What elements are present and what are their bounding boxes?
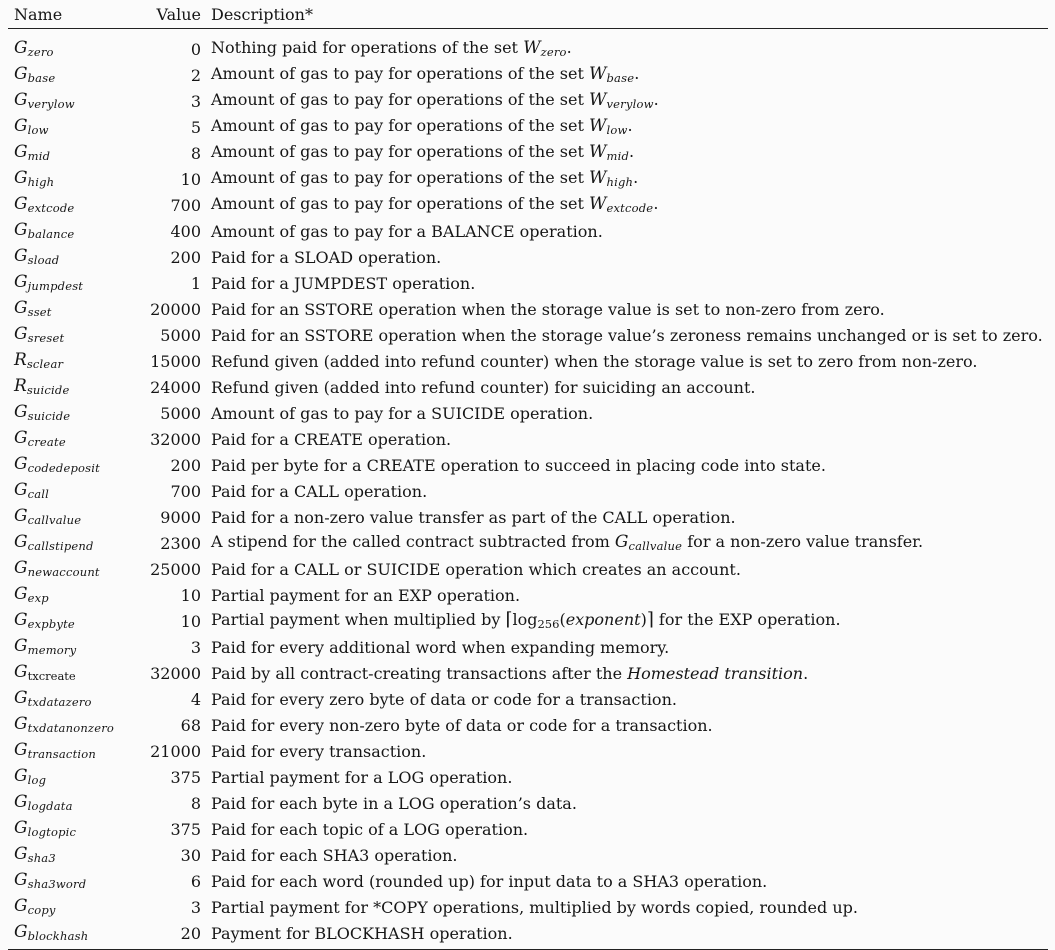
description-text: Paid for a SLOAD operation.: [211, 248, 442, 267]
table-row: [8, 219, 1048, 245]
table-row: [8, 635, 1048, 661]
fee-symbol-subscript: base: [27, 71, 56, 85]
description-text: A stipend for the called contract subtracted from: [211, 532, 615, 551]
fee-description: [211, 557, 1048, 583]
table-row: [8, 609, 1048, 635]
table-row: [8, 349, 1048, 375]
fee-value: 400: [170, 222, 201, 241]
fee-symbol: [8, 687, 141, 713]
fee-value: 1: [190, 274, 201, 293]
description-end: for the EXP operation.: [653, 610, 841, 629]
fee-value: 10: [180, 586, 201, 605]
fee-symbol-subscript: blockhash: [27, 929, 89, 943]
fee-description: [211, 921, 1048, 950]
fee-symbol: [8, 921, 141, 950]
fee-symbol: [8, 791, 141, 817]
fee-symbol-subscript: sclear: [26, 357, 64, 371]
table-row: [8, 401, 1048, 427]
table-row: [8, 479, 1048, 505]
fee-symbol: [8, 843, 141, 869]
gas-fee-table: [8, 4, 1048, 950]
fee-symbol: [8, 297, 141, 323]
fee-symbol: [8, 141, 141, 167]
header-row: [8, 4, 1048, 29]
fee-description: [211, 29, 1048, 64]
fee-description: [211, 869, 1048, 895]
description-column-header: Description*: [211, 4, 1048, 29]
fee-description: [211, 427, 1048, 453]
fee-description: [211, 531, 1048, 557]
table-row: [8, 115, 1048, 141]
fee-value: 15000: [150, 352, 201, 371]
fee-symbol-letter: G: [14, 480, 28, 500]
paren-open: (: [559, 610, 566, 629]
table-row: [8, 791, 1048, 817]
table-body: [8, 29, 1048, 950]
fee-description: [211, 843, 1048, 869]
description-text: Paid for every additional word when expanding memory.: [211, 638, 670, 657]
fee-symbol-letter: G: [14, 558, 28, 578]
fee-description: [211, 271, 1048, 297]
fee-symbol: [8, 479, 141, 505]
fee-symbol-letter: G: [14, 740, 28, 760]
fee-symbol-subscript: newaccount: [27, 565, 100, 579]
fee-symbol: [8, 245, 141, 271]
description-text: Amount of gas to pay for operations of the set: [211, 142, 589, 161]
fee-symbol: [8, 713, 141, 739]
fee-description: [211, 791, 1048, 817]
log-argument: exponent: [565, 610, 641, 629]
fee-value: 8: [190, 144, 201, 163]
set-symbol: W: [588, 168, 607, 188]
fee-description: [211, 661, 1048, 687]
description-text: Paid for a CALL operation.: [211, 482, 428, 501]
fee-symbol: [8, 349, 141, 375]
fee-symbol-subscript: mid: [27, 149, 51, 163]
fee-description: [211, 401, 1048, 427]
fee-value: 200: [170, 248, 201, 267]
table-row: [8, 739, 1048, 765]
fee-symbol-subscript: sha3word: [27, 877, 87, 891]
description-text: Nothing paid for operations of the set: [211, 38, 524, 57]
table-row: [8, 921, 1048, 950]
description-text: Paid for each topic of a LOG operation.: [211, 820, 529, 839]
fee-symbol-subscript: sset: [27, 305, 52, 319]
log-function: log: [512, 610, 538, 629]
fee-symbol: [8, 505, 141, 531]
table-row: [8, 427, 1048, 453]
fee-symbol-subscript: txdatanonzero: [27, 721, 115, 735]
fee-value: 10: [180, 612, 201, 631]
fee-symbol-subscript: jumpdest: [27, 279, 84, 293]
table-row: [8, 817, 1048, 843]
table-header: [8, 4, 1048, 29]
table-row: [8, 453, 1048, 479]
table-row: [8, 531, 1048, 557]
fee-description: [211, 713, 1048, 739]
set-symbol: W: [588, 116, 607, 136]
fee-value: 32000: [150, 430, 201, 449]
fee-symbol: [8, 63, 141, 89]
description-text: Amount of gas to pay for operations of the set: [211, 64, 589, 83]
fee-symbol: [8, 427, 141, 453]
fee-symbol: [8, 583, 141, 609]
fee-description: [211, 687, 1048, 713]
table-row: [8, 89, 1048, 115]
table-row: [8, 687, 1048, 713]
description-end: .: [627, 116, 633, 135]
paren-close: ): [640, 610, 647, 629]
set-subscript: extcode: [606, 201, 654, 215]
description-text: Paid for a JUMPDEST operation.: [211, 274, 476, 293]
fee-symbol-subscript: copy: [27, 903, 56, 917]
fee-symbol-letter: G: [14, 168, 28, 188]
fee-value: 700: [170, 196, 201, 215]
fee-description: [211, 583, 1048, 609]
fee-description: [211, 349, 1048, 375]
set-subscript: low: [606, 123, 628, 137]
fee-description: [211, 739, 1048, 765]
fee-symbol: [8, 661, 141, 687]
fee-symbol-subscript: transaction: [27, 747, 97, 761]
fee-symbol-letter: G: [14, 246, 28, 266]
description-text: Paid by all contract-creating transactions after the: [211, 664, 628, 683]
description-end: .: [803, 664, 809, 683]
set-subscript: zero: [540, 45, 567, 59]
description-text: Paid for an SSTORE operation when the storage value is set to non-zero from zero.: [211, 300, 885, 319]
fee-symbol: [8, 635, 141, 661]
fee-symbol-subscript: verylow: [27, 97, 75, 111]
fee-symbol-letter: G: [14, 818, 28, 838]
fee-description: [211, 765, 1048, 791]
table-row: [8, 583, 1048, 609]
fee-symbol: [8, 219, 141, 245]
table-row: [8, 29, 1048, 64]
table-row: [8, 323, 1048, 349]
fee-value: 200: [170, 456, 201, 475]
description-end: .: [634, 64, 640, 83]
fee-symbol-subscript: create: [27, 435, 66, 449]
fee-symbol: [8, 869, 141, 895]
description-end: .: [633, 168, 639, 187]
fee-symbol-letter: R: [14, 350, 27, 370]
description-text: Paid for every transaction.: [211, 742, 427, 761]
table-row: [8, 245, 1048, 271]
fee-symbol-letter: G: [14, 714, 28, 734]
table-row: [8, 297, 1048, 323]
fee-value: 24000: [150, 378, 201, 397]
table-row: [8, 713, 1048, 739]
fee-description: [211, 375, 1048, 401]
fee-symbol-subscript: callvalue: [27, 513, 82, 527]
fee-description: [211, 245, 1048, 271]
fee-symbol-subscript: call: [27, 487, 50, 501]
fee-symbol-subscript: exp: [27, 591, 49, 605]
table-row: [8, 271, 1048, 297]
fee-symbol: [8, 739, 141, 765]
fee-symbol-subscript: extcode: [27, 201, 75, 215]
fee-description: [211, 635, 1048, 661]
fee-symbol-letter: G: [14, 194, 28, 214]
set-symbol: W: [588, 194, 607, 214]
reference-symbol: G: [614, 532, 629, 552]
fee-value: 21000: [150, 742, 201, 761]
fee-description: [211, 453, 1048, 479]
fee-symbol-letter: G: [14, 844, 28, 864]
fee-symbol-subscript: balance: [27, 227, 75, 241]
name-column-header: Name: [8, 4, 141, 29]
fee-symbol-letter: R: [14, 376, 27, 396]
fee-symbol-subscript: suicide: [27, 409, 71, 423]
description-text: Paid for a CREATE operation.: [211, 430, 452, 449]
reference-subscript: callvalue: [628, 539, 683, 553]
fee-symbol-letter: G: [14, 220, 28, 240]
table-row: [8, 193, 1048, 219]
fee-description: [211, 297, 1048, 323]
fee-description: [211, 479, 1048, 505]
fee-symbol-subscript: memory: [27, 643, 77, 657]
fee-value: 0: [190, 40, 201, 59]
fee-value: 9000: [160, 508, 201, 527]
description-end: .: [653, 194, 659, 213]
table-row: [8, 141, 1048, 167]
set-subscript: high: [606, 175, 634, 189]
fee-symbol: [8, 271, 141, 297]
fee-value: 6: [190, 872, 201, 891]
fee-symbol: [8, 375, 141, 401]
fee-description: [211, 141, 1048, 167]
fee-symbol-subscript: codedeposit: [27, 461, 100, 475]
fee-value: 5000: [160, 326, 201, 345]
fee-symbol-subscript: low: [27, 123, 49, 137]
fee-value: 2300: [160, 534, 201, 553]
fee-symbol: [8, 817, 141, 843]
fee-symbol-letter: G: [14, 38, 28, 58]
fee-symbol: [8, 401, 141, 427]
fee-value: 20: [180, 924, 201, 943]
emphasis-text: Homestead transition: [627, 664, 804, 683]
description-end: .: [653, 90, 659, 109]
description-text: Partial payment for an EXP operation.: [211, 586, 521, 605]
set-subscript: base: [606, 71, 635, 85]
description-text: Paid for each word (rounded up) for input data to a SHA3 operation.: [211, 872, 768, 891]
fee-value: 5000: [160, 404, 201, 423]
description-text: Partial payment for a LOG operation.: [211, 768, 513, 787]
fee-symbol-letter: G: [14, 584, 28, 604]
description-text: Paid for a CALL or SUICIDE operation which creates an account.: [211, 560, 741, 579]
fee-symbol-subscript: zero: [27, 45, 54, 59]
fee-symbol-subscript: sload: [27, 253, 60, 267]
fee-symbol: [8, 193, 141, 219]
description-text: Refund given (added into refund counter) for suiciding an account.: [211, 378, 756, 397]
fee-symbol-letter: G: [14, 636, 28, 656]
description-end: .: [566, 38, 572, 57]
fee-value: 20000: [150, 300, 201, 319]
table-row: [8, 167, 1048, 193]
fee-symbol: [8, 453, 141, 479]
fee-value: 30: [180, 846, 201, 865]
table-row: [8, 63, 1048, 89]
fee-symbol-letter: G: [14, 870, 28, 890]
fee-symbol: [8, 609, 141, 635]
fee-symbol-letter: G: [14, 662, 28, 682]
description-text: Amount of gas to pay for operations of the set: [211, 168, 589, 187]
fee-description: [211, 505, 1048, 531]
description-end: .: [629, 142, 635, 161]
fee-symbol-letter: G: [14, 64, 28, 84]
set-symbol: W: [588, 142, 607, 162]
fee-symbol-subscript: callstipend: [27, 539, 94, 553]
fee-symbol-subscript: log: [27, 773, 47, 787]
fee-symbol: [8, 531, 141, 557]
fee-symbol-letter: G: [14, 766, 28, 786]
fee-symbol: [8, 89, 141, 115]
fee-symbol-letter: G: [14, 506, 28, 526]
fee-symbol-subscript: sha3: [27, 851, 56, 865]
description-text: Paid for every zero byte of data or code for a transaction.: [211, 690, 677, 709]
fee-symbol-letter: G: [14, 402, 28, 422]
table-row: [8, 557, 1048, 583]
fee-description: [211, 323, 1048, 349]
fee-symbol-letter: G: [14, 90, 28, 110]
fee-description: [211, 895, 1048, 921]
log-base: 256: [537, 617, 560, 631]
fee-symbol-letter: G: [14, 922, 28, 942]
table-row: [8, 661, 1048, 687]
ceiling-open: ⌈: [505, 609, 513, 630]
fee-symbol-letter: G: [14, 428, 28, 448]
description-text: Amount of gas to pay for operations of the set: [211, 194, 589, 213]
description-text: Partial payment when multiplied by: [211, 610, 506, 629]
description-text: Paid for an SSTORE operation when the storage value’s zeroness remains unchanged or is set to zero.: [211, 326, 1043, 345]
fee-value: 3: [190, 898, 201, 917]
fee-symbol-subscript: suicide: [26, 383, 70, 397]
description-text: Amount of gas to pay for a SUICIDE operation.: [211, 404, 594, 423]
fee-description: [211, 63, 1048, 89]
fee-value: 32000: [150, 664, 201, 683]
fee-description: [211, 219, 1048, 245]
value-column-header: Value: [141, 4, 211, 29]
fee-value: 25000: [150, 560, 201, 579]
fee-value: 4: [190, 690, 201, 709]
description-text: Amount of gas to pay for operations of the set: [211, 116, 589, 135]
fee-value: 68: [180, 716, 201, 735]
fee-symbol-subscript: logdata: [27, 799, 73, 813]
set-subscript: mid: [606, 149, 630, 163]
description-end: for a non-zero value transfer.: [682, 532, 924, 551]
fee-value: 5: [190, 118, 201, 137]
set-symbol: W: [588, 64, 607, 84]
table-row: [8, 869, 1048, 895]
fee-symbol-letter: G: [14, 792, 28, 812]
table-row: [8, 375, 1048, 401]
fee-description: [211, 89, 1048, 115]
description-text: Paid for every non-zero byte of data or code for a transaction.: [211, 716, 713, 735]
fee-description: [211, 609, 1048, 635]
fee-description: [211, 167, 1048, 193]
fee-symbol-subscript: expbyte: [27, 617, 75, 631]
fee-symbol: [8, 115, 141, 141]
fee-symbol-letter: G: [14, 688, 28, 708]
fee-value: 3: [190, 92, 201, 111]
table-row: [8, 765, 1048, 791]
table-row: [8, 895, 1048, 921]
fee-symbol-subscript: txdatazero: [27, 695, 92, 709]
table-row: [8, 505, 1048, 531]
fee-symbol-letter: G: [14, 532, 28, 552]
set-subscript: verylow: [606, 97, 654, 111]
fee-description: [211, 115, 1048, 141]
fee-symbol-subscript: sreset: [27, 331, 65, 345]
fee-symbol-letter: G: [14, 610, 28, 630]
fee-value: 2: [190, 66, 201, 85]
fee-symbol-letter: G: [14, 116, 28, 136]
fee-symbol-letter: G: [14, 298, 28, 318]
description-text: Partial payment for *COPY operations, multiplied by words copied, rounded up.: [211, 898, 858, 917]
fee-symbol: [8, 895, 141, 921]
description-text: Amount of gas to pay for a BALANCE operation.: [211, 222, 603, 241]
fee-symbol-subscript: high: [27, 175, 55, 189]
fee-symbol: [8, 29, 141, 64]
description-text: Paid for each byte in a LOG operation’s data.: [211, 794, 577, 813]
description-text: Refund given (added into refund counter) when the storage value is set to zero from non-zero.: [211, 352, 978, 371]
fee-value: 10: [180, 170, 201, 189]
fee-symbol: [8, 557, 141, 583]
ceiling-close: ⌉: [646, 609, 654, 630]
fee-value: 8: [190, 794, 201, 813]
fee-symbol-letter: G: [14, 324, 28, 344]
set-symbol: W: [523, 38, 541, 58]
fee-symbol: [8, 167, 141, 193]
fee-symbol-letter: G: [14, 454, 28, 474]
fee-symbol-letter: G: [14, 896, 28, 916]
fee-symbol: [8, 323, 141, 349]
fee-value: 375: [170, 820, 201, 839]
description-text: Paid for a non-zero value transfer as part of the CALL operation.: [211, 508, 736, 527]
fee-symbol: [8, 765, 141, 791]
fee-symbol-subscript: logtopic: [27, 825, 77, 839]
description-text: Payment for BLOCKHASH operation.: [211, 924, 513, 943]
fee-symbol-letter: G: [14, 142, 28, 162]
description-text: Paid for each SHA3 operation.: [211, 846, 458, 865]
description-text: Paid per byte for a CREATE operation to succeed in placing code into state.: [211, 456, 826, 475]
description-text: Amount of gas to pay for operations of the set: [211, 90, 589, 109]
fee-description: [211, 193, 1048, 219]
fee-symbol-subscript: txcreate: [27, 669, 76, 683]
table-row: [8, 843, 1048, 869]
fee-value: 375: [170, 768, 201, 787]
fee-symbol-letter: G: [14, 272, 28, 292]
fee-value: 3: [190, 638, 201, 657]
fee-value: 700: [170, 482, 201, 501]
set-symbol: W: [588, 90, 607, 110]
fee-description: [211, 817, 1048, 843]
